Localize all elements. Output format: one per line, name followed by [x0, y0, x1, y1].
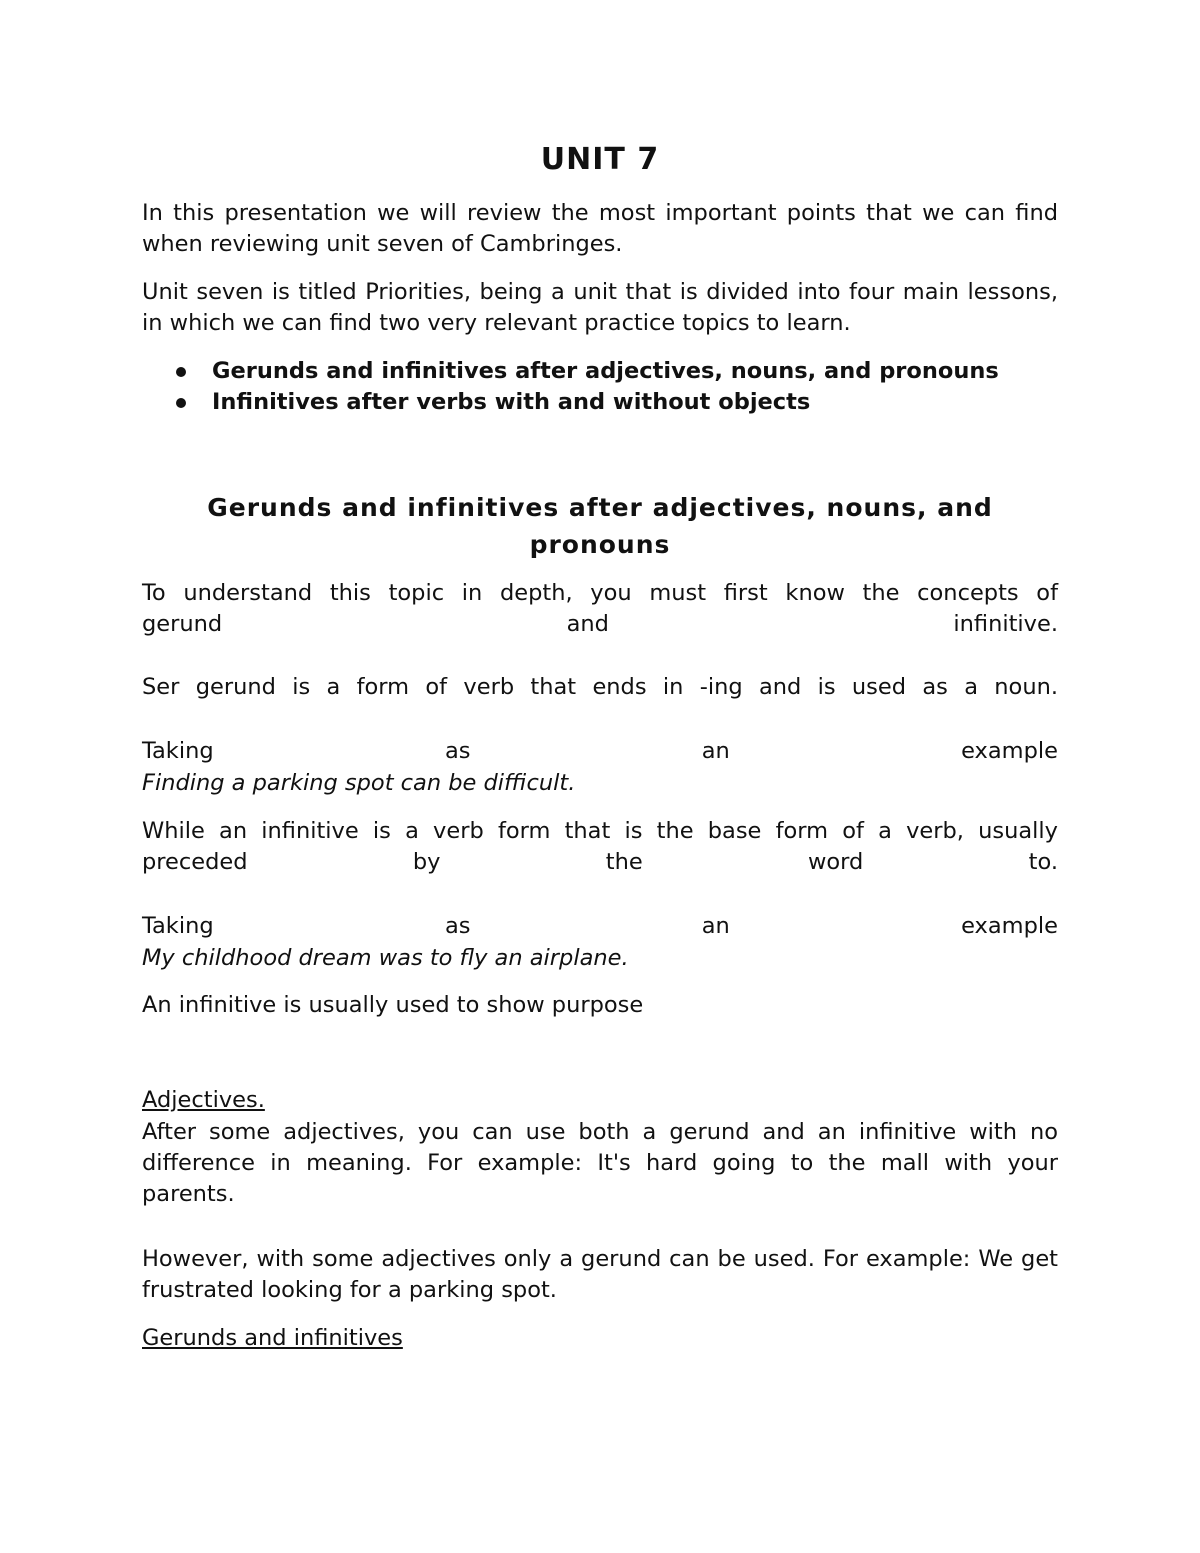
word: example	[961, 738, 1058, 764]
word: by	[412, 849, 441, 875]
infinitive-line	[142, 816, 1058, 847]
gerund-definition	[142, 672, 1058, 703]
word: Taking	[142, 738, 214, 764]
example-intro	[142, 736, 1058, 767]
concepts-text: To understand this topic in depth, you must first know the concepts of	[142, 580, 1058, 606]
purpose-line: An infinitive is usually used to show purpose	[142, 992, 644, 1018]
word: gerund	[142, 611, 223, 637]
gerund-definition-text: Ser gerund is a form of verb that ends in -ing and is used as a noun.	[142, 674, 1058, 700]
intro-paragraph: In this presentation we will review the most important points that we can find when reviewing unit seven of Cambringes.	[142, 200, 1058, 257]
concepts-line-2	[142, 609, 1058, 640]
bullet-icon	[176, 398, 186, 408]
word: an	[701, 913, 730, 939]
word: infinitive.	[953, 611, 1058, 637]
section-heading-line: Gerunds and infinitives after adjectives, nouns, and	[207, 493, 993, 522]
gerunds-infinitives-heading: Gerunds and infinitives	[142, 1325, 403, 1351]
word: as	[444, 738, 471, 764]
concepts-line	[142, 578, 1058, 609]
topic-list	[142, 356, 1058, 418]
gerund-example: Finding a parking spot can be difficult.	[142, 770, 576, 796]
word: an	[701, 738, 730, 764]
word: to.	[1028, 849, 1058, 875]
word: and	[566, 611, 609, 637]
document-title: UNIT 7	[540, 142, 660, 177]
bullet-icon	[176, 367, 186, 377]
adjectives-paragraph: After some adjectives, you can use both a gerund and an infinitive with no difference in meaning. For example: It's hard going to the mall with your parents.	[142, 1119, 1058, 1207]
word: the	[605, 849, 643, 875]
word: example	[961, 913, 1058, 939]
unit-paragraph: Unit seven is titled Priorities, being a unit that is divided into four main lessons, in which we can find two very relevant practice topics to learn.	[142, 279, 1058, 336]
infinitive-line-2	[142, 847, 1058, 878]
section-heading-line: pronouns	[529, 530, 671, 559]
example-intro-2	[142, 911, 1058, 942]
however-paragraph: However, with some adjectives only a gerund can be used. For example: We get frustrated looking for a parking spot.	[142, 1246, 1058, 1303]
list-item-text: Infinitives after verbs with and without objects	[212, 389, 811, 415]
list-item	[142, 387, 1058, 418]
adjectives-heading: Adjectives.	[142, 1087, 265, 1113]
word: Taking	[142, 913, 214, 939]
section-heading	[142, 489, 1058, 563]
list-item-text: Gerunds and infinitives after adjectives, nouns, and pronouns	[212, 358, 999, 384]
infinitive-example: My childhood dream was to fly an airplane.	[142, 945, 629, 971]
word: as	[444, 913, 471, 939]
infinitive-text: While an infinitive is a verb form that is the base form of a verb, usually	[142, 818, 1058, 844]
list-item	[142, 356, 1058, 387]
word: preceded	[142, 849, 248, 875]
word: word	[808, 849, 864, 875]
